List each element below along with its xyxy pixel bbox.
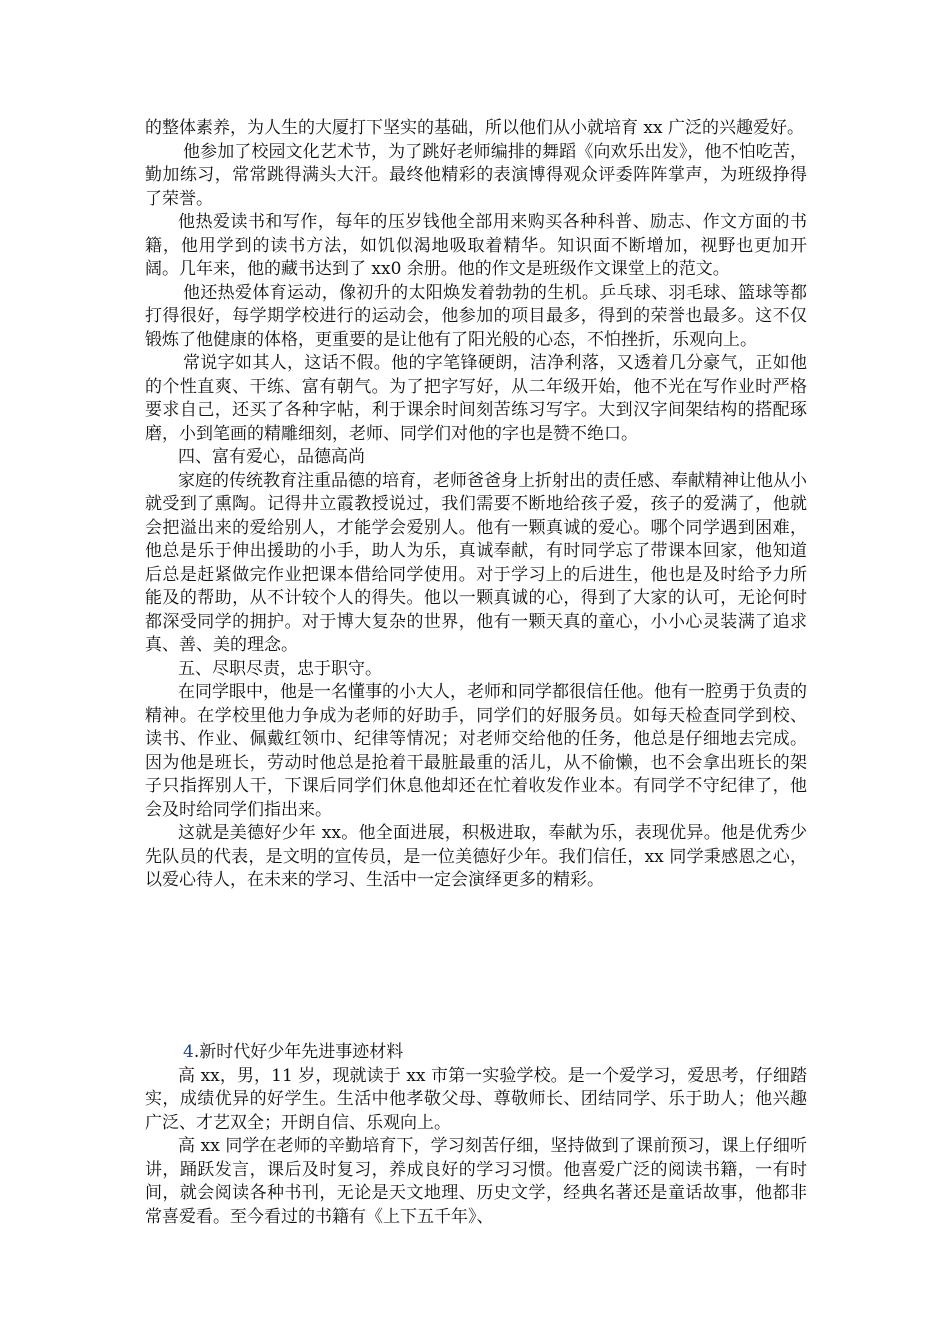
section-heading-five: 五、尽职尽责，忠于职守。 [178, 658, 382, 679]
section-heading-four: 四、富有爱心，品德高尚 [178, 447, 365, 467]
paragraph-intro-continued: 的整体素养，为人生的大厦打下坚实的基础，所以他们从小就培育 xx 广泛的兴趣爱好。 [145, 118, 804, 138]
article-heading [145, 1041, 807, 1065]
section-two [145, 1041, 807, 1229]
paragraph-art-festival: 他参加了校园文化艺术节，为了跳好老师编排的舞蹈《向欢乐出发》，他不怕吃苦，勤加练习，常常跳得满头大汗。最终他精彩的表演博得观众评委阵阵掌声，为班级挣得了荣誉。 [145, 141, 807, 209]
heading-title: .新时代好少年先进事迹材料 [193, 1042, 404, 1062]
paragraph-study-habits: 高 xx 同学在老师的辛勤培育下，学习刻苦仔细，坚持做到了课前预习，课上仔细听讲，踊跃发言，课后及时复习，养成良好的学习习惯。他喜爱广泛的阅读书籍，一有时间，就会阅读各种书刊，无论是天文地理、历史文学，经典名著还是童话故事，他都非常喜爱看。至今看过的书籍有《上下五千年》、 [145, 1136, 807, 1227]
paragraph-responsibility: 在同学眼中，他是一名懂事的小大人，老师和同学都很信任他。他有一腔勇于负责的精神。在学校里他力争成为老师的好助手，同学们的好服务员。如每天检查同学到校、读书、作业、佩戴红领巾、纪律等情况；对老师交给他的任务，他总是仔细地去完成。因为他是班长，劳动时他总是抢着干最脏最重的活儿，从不偷懒，也不会拿出班长的架子只指挥别人干，下课后同学们休息他却还在忙着收发作业本。有同学不守纪律了，他会及时给同学们指出来。 [145, 682, 807, 820]
paragraph-reading-writing: 他热爱读书和写作，每年的压岁钱他全部用来购买各种科普、励志、作文方面的书籍，他用学到的读书方法，如饥似渴地吸取着精华。知识面不断增加，视野也更加开阔。几年来，他的藏书达到了 xx0 余册。他的作文是班级作文课堂上的范文。 [145, 212, 807, 279]
section-one [145, 117, 807, 893]
paragraph-handwriting: 常说字如其人，这话不假。他的字笔锋硬朗，洁净利落，又透着几分豪气，正如他的个性直爽、干练、富有朝气。为了把字写好，从二年级开始，他不光在写作业时严格要求自己，还买了各种字帖，利于课余时间刻苦练习写字。大到汉字间架结构的搭配琢磨，小到笔画的精雕细刻，老师、同学们对他的字也是赞不绝口。 [145, 353, 807, 444]
heading-number: 4 [183, 1042, 194, 1062]
paragraph-kindness: 家庭的传统教育注重品德的培育，老师爸爸身上折射出的责任感、奉献精神让他从小就受到了熏陶。记得井立霞教授说过，我们需要不断地给孩子爱，孩子的爱满了，他就会把溢出来的爱给别人，才能学会爱别人。他有一颗真诚的爱心。哪个同学遇到困难，他总是乐于伸出援助的小手，助人为乐，真诚奉献，有时同学忘了带课本回家，他知道后总是赶紧做完作业把课本借给同学使用。对于学习上的后进生，他也是及时给予力所能及的帮助，从不计较个人的得失。他以一颗真诚的心，得到了大家的认可，无论何时都深受同学的拥护。对于博大复杂的世界，他有一颗天真的童心，小小心灵装满了追求真、善、美的理念。 [145, 470, 807, 655]
paragraph-conclusion: 这就是美德好少年 xx。他全面进展，积极进取，奉献为乐，表现优异。他是优秀少先队员的代表，是文明的宣传员，是一位美德好少年。我们信任，xx 同学秉感恩之心，以爱心待人，在未来的学习、生活中一定会演绎更多的精彩。 [145, 823, 807, 890]
paragraph-sports: 他还热爱体育运动，像初升的太阳焕发着勃勃的生机。乒乓球、羽毛球、篮球等都打得很好，每学期学校进行的运动会，他参加的项目最多，得到的荣誉也最多。这不仅锻炼了他健康的体格，更重要的是让他有了阳光般的心态，不怕挫折，乐观向上。 [145, 282, 807, 350]
paragraph-profile: 高 xx，男，11 岁，现就读于 xx 市第一实验学校。是一个爱学习，爱思考，仔细踏实，成绩优异的好学生。生活中他孝敬父母、尊敬师长、团结同学、乐于助人；他兴趣广泛、才艺双全；开朗自信、乐观向上。 [145, 1065, 807, 1133]
